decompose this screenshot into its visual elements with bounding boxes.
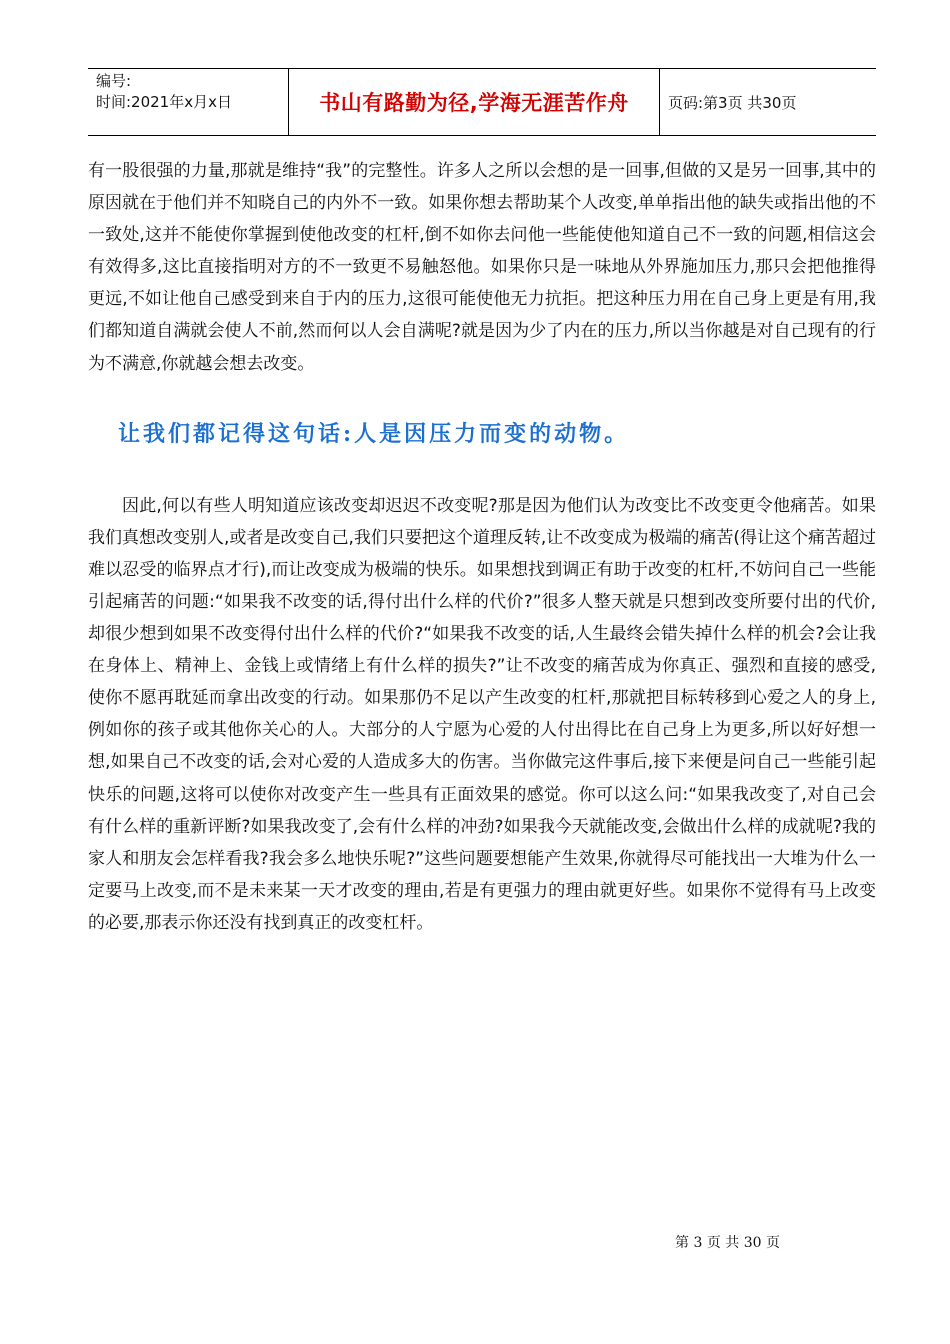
header-motto: 书山有路勤为径,学海无涯苦作舟: [288, 69, 660, 135]
spacer: [88, 380, 876, 418]
page-footer: 第 3 页 共 30 页: [675, 1235, 780, 1251]
document-number-label: 编号:: [96, 72, 132, 90]
body-paragraph-1: 有一股很强的力量,那就是维持“我”的完整性。许多人之所以会想的是一回事,但做的又是另一回事,其中的原因就在于他们并不知晓自己的内外不一致。如果你想去帮助某个人改变,单单指出他的缺失或指出他的不一致处,这并不能使你掌握到使他改变的杠杆,倒不如你去问他一些能使他知道自己不一致的问题,相信这会有效得多,这比直接指明对方的不一致更不易触怒他。如果你只是一味地从外界施加压力,那只会把他推得更远,不如让他自己感受到来自于内的压力,这很可能使他无力抗拒。把这种压力用在自己身上更是有用,我们都知道自满就会使人不前,然而何以人会自满呢?就是因为少了内在的压力,所以当你越是对自己现有的行为不满意,你就越会想去改变。: [88, 161, 876, 374]
document-time-label: 时间:2021年x月x日: [96, 93, 232, 111]
spacer: [88, 450, 876, 490]
highlight-quote: 让我们都记得这句话:人是因压力而变的动物。: [118, 420, 630, 447]
body-paragraph-2: 因此,何以有些人明知道应该改变却迟迟不改变呢?那是因为他们认为改变比不改变更令他痛苦。如果我们真想改变别人,或者是改变自己,我们只要把这个道理反转,让不改变成为极端的痛苦(得让这个痛苦超过难以忍受的临界点才行),而让改变成为极端的快乐。如果想找到调正有助于改变的杠杆,不妨问自己一些能引起痛苦的问题:“如果我不改变的话,得付出什么样的代价?”很多人整天就是只想到改变所要付出的代价,却很少想到如果不改变得付出什么样的代价?“如果我不改变的话,人生最终会错失掉什么样的机会?会让我在身体上、精神上、金钱上或情绪上有什么样的损失?”让不改变的痛苦成为你真正、强烈和直接的感受,使你不愿再耽延而拿出改变的行动。如果那仍不足以产生改变的杠杆,那就把目标转移到心爱之人的身上,例如你的孩子或其他你关心的人。大部分的人宁愿为心爱的人付出得比在自己身上为更多,所以好好想一想,如果自己不改变的话,会对心爱的人造成多大的伤害。当你做完这件事后,接下来便是问自己一些能引起快乐的问题,这将可以使你对改变产生一些具有正面效果的感觉。你可以这么问:“如果我改变了,对自己会有什么样的重新评断?如果我改变了,会有什么样的冲劲?如果我今天就能改变,会做出什么样的成就呢?我的家人和朋友会怎样看我?我会多么地快乐呢?”这些问题要想能产生效果,你就得尽可能找出一大堆为什么一定要马上改变,而不是未来某一天才改变的理由,若是有更强力的理由就更好些。如果你不觉得有马上改变的必要,那表示你还没有找到真正的改变杠杆。: [88, 495, 876, 933]
document-body: [88, 155, 876, 939]
page-header: [88, 68, 876, 136]
header-page-number: 页码:第3页 共30页: [668, 93, 797, 112]
header-meta: [88, 69, 288, 135]
